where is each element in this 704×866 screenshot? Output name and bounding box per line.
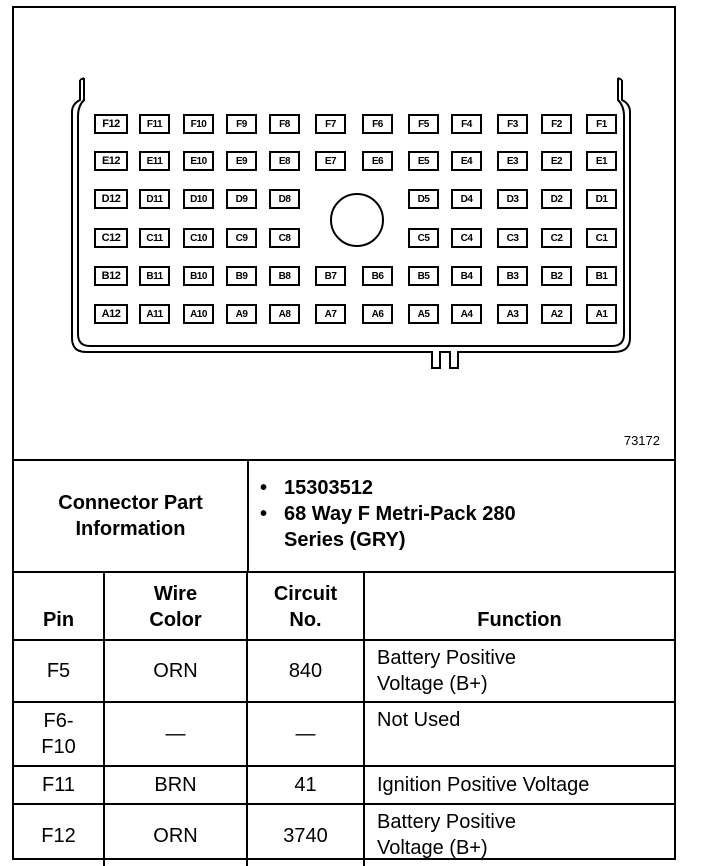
cavity-a7: A7: [315, 304, 346, 324]
cavity-d5: D5: [408, 189, 439, 209]
cavity-a1: A1: [586, 304, 617, 324]
cavity-f5: F5: [408, 114, 439, 134]
cavity-c8: C8: [269, 228, 300, 248]
circuit-cell: 3740: [247, 804, 364, 866]
cavity-f12: F12: [94, 114, 128, 134]
wire-color-cell: ORN: [104, 804, 247, 866]
connector-info-list: [260, 475, 516, 553]
cavity-d3: D3: [497, 189, 528, 209]
cavity-f11: F11: [139, 114, 170, 134]
cavity-b9: B9: [226, 266, 257, 286]
cavity-d9: D9: [226, 189, 257, 209]
cavity-e9: E9: [226, 151, 257, 171]
cavity-e4: E4: [451, 151, 482, 171]
cavity-a8: A8: [269, 304, 300, 324]
cavity-a12: A12: [94, 304, 128, 324]
circuit-cell: 840: [247, 640, 364, 702]
cavity-d2: D2: [541, 189, 572, 209]
connector-info-label-line1: Connector Part: [58, 492, 203, 514]
cavity-b11: B11: [139, 266, 170, 286]
cavity-b2: B2: [541, 266, 572, 286]
wire-color-cell: ORN: [104, 640, 247, 702]
circuit-cell: 41: [247, 766, 364, 804]
table-row: [14, 804, 674, 866]
cavity-d1: D1: [586, 189, 617, 209]
cavity-e8: E8: [269, 151, 300, 171]
wire-color-cell: BRN: [104, 766, 247, 804]
cavity-e3: E3: [497, 151, 528, 171]
cavity-b12: B12: [94, 266, 128, 286]
cavity-d10: D10: [183, 189, 214, 209]
cavity-b5: B5: [408, 266, 439, 286]
bullet: •: [260, 477, 268, 499]
header-pin: Pin: [14, 573, 104, 640]
cavity-b10: B10: [183, 266, 214, 286]
cavity-c3: C3: [497, 228, 528, 248]
cavity-c1: C1: [586, 228, 617, 248]
cavity-c12: C12: [94, 228, 128, 248]
cavity-f1: F1: [586, 114, 617, 134]
connector-info-label-line2: Information: [75, 518, 186, 540]
cavity-c5: C5: [408, 228, 439, 248]
table-row: [14, 640, 674, 702]
keying-circle: [331, 194, 383, 246]
cavity-b1: B1: [586, 266, 617, 286]
cavity-a11: A11: [139, 304, 170, 324]
cavity-d8: D8: [269, 189, 300, 209]
cavity-e2: E2: [541, 151, 572, 171]
cavity-a4: A4: [451, 304, 482, 324]
table-row: [14, 702, 674, 766]
cavity-d12: D12: [94, 189, 128, 209]
table-header-row: [14, 573, 674, 640]
cavity-f6: F6: [362, 114, 393, 134]
cavity-a9: A9: [226, 304, 257, 324]
pin-cell: F5: [14, 640, 104, 702]
header-circuit: Circuit No.: [247, 573, 364, 640]
function-cell: Ignition Positive Voltage: [364, 766, 674, 804]
cavity-c10: C10: [183, 228, 214, 248]
cavity-b7: B7: [315, 266, 346, 286]
cavity-e1: E1: [586, 151, 617, 171]
pin-cell: F11: [14, 766, 104, 804]
cavity-a6: A6: [362, 304, 393, 324]
cavity-f2: F2: [541, 114, 572, 134]
table-row: [14, 766, 674, 804]
wire-color-cell: —: [104, 702, 247, 766]
description-line1: 68 Way F Metri-Pack 280: [284, 503, 516, 525]
description-item: [260, 501, 516, 527]
function-cell: Battery Positive Voltage (B+): [364, 640, 674, 702]
cavity-f9: F9: [226, 114, 257, 134]
cavity-a5: A5: [408, 304, 439, 324]
header-function: Function: [364, 573, 674, 640]
cavity-f7: F7: [315, 114, 346, 134]
header-wire-color: Wire Color: [104, 573, 247, 640]
cavity-b3: B3: [497, 266, 528, 286]
cavity-b8: B8: [269, 266, 300, 286]
cavity-e6: E6: [362, 151, 393, 171]
connector-info-label: [14, 461, 249, 571]
cavity-f10: F10: [183, 114, 214, 134]
pin-cell: F6- F10: [14, 702, 104, 766]
cavity-a10: A10: [183, 304, 214, 324]
function-cell: Battery Positive Voltage (B+): [364, 804, 674, 866]
pin-cell: F12: [14, 804, 104, 866]
pinout-table: [14, 573, 674, 866]
cavity-e7: E7: [315, 151, 346, 171]
cavity-d11: D11: [139, 189, 170, 209]
cavity-e11: E11: [139, 151, 170, 171]
description-item-cont: [284, 527, 516, 553]
cavity-b6: B6: [362, 266, 393, 286]
cavity-c9: C9: [226, 228, 257, 248]
cavity-d4: D4: [451, 189, 482, 209]
cavity-e12: E12: [94, 151, 128, 171]
cavity-f4: F4: [451, 114, 482, 134]
function-cell: Not Used: [364, 702, 674, 766]
connector-info-section: [14, 461, 674, 573]
cavity-e5: E5: [408, 151, 439, 171]
cavity-e10: E10: [183, 151, 214, 171]
cavity-f8: F8: [269, 114, 300, 134]
cavity-b4: B4: [451, 266, 482, 286]
circuit-cell: —: [247, 702, 364, 766]
connector-diagram: [14, 8, 674, 461]
cavity-c4: C4: [451, 228, 482, 248]
part-number: 15303512: [284, 477, 373, 499]
description-line2: Series (GRY): [284, 529, 406, 551]
cavity-c11: C11: [139, 228, 170, 248]
cavity-a2: A2: [541, 304, 572, 324]
document-frame: [12, 6, 676, 860]
part-number-item: [260, 475, 516, 501]
cavity-a3: A3: [497, 304, 528, 324]
cavity-c2: C2: [541, 228, 572, 248]
bullet: •: [260, 503, 268, 525]
cavity-f3: F3: [497, 114, 528, 134]
drawing-number: 73172: [623, 433, 660, 448]
